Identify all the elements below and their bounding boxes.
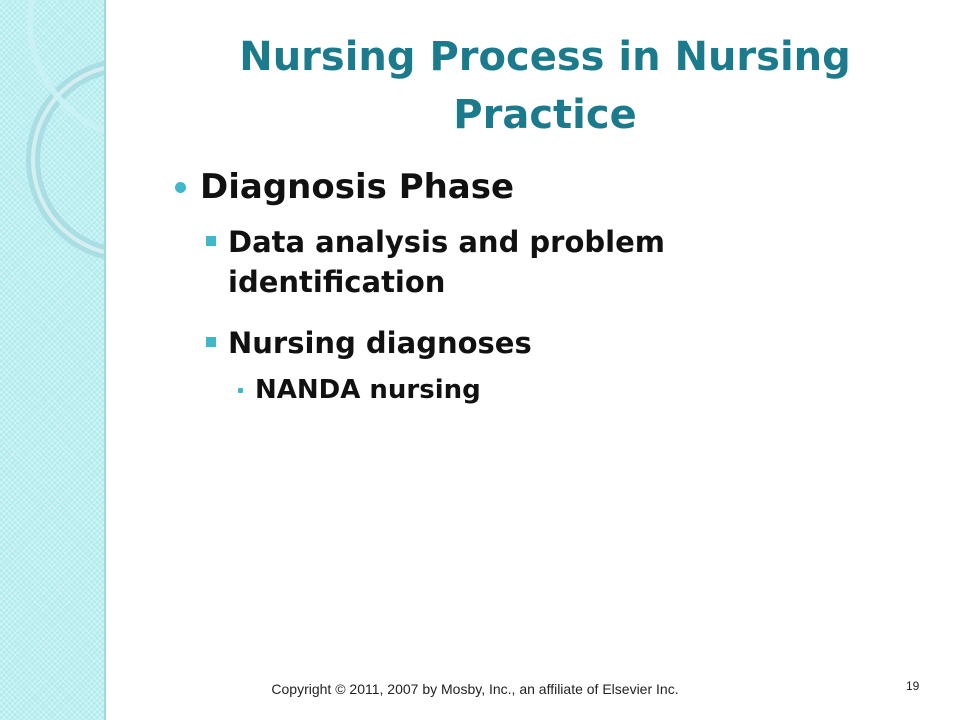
copyright-footer: Copyright © 2011, 2007 by Mosby, Inc., an affiliate of Elsevier Inc. bbox=[271, 681, 679, 697]
page-number: 19 bbox=[906, 679, 920, 693]
bullet-square-icon bbox=[206, 236, 216, 246]
bullet-data-analysis: Data analysis and problem identification bbox=[228, 225, 665, 299]
bullet-nursing-diagnoses: Nursing diagnoses bbox=[228, 326, 532, 360]
bullet-dot-icon bbox=[175, 182, 186, 193]
slide-title: Nursing Process in Nursing Practice bbox=[239, 34, 851, 138]
bullet-small-square-icon bbox=[238, 388, 243, 393]
bullet-nanda-nursing: NANDA nursing bbox=[255, 375, 481, 405]
bullet-diagnosis-phase: Diagnosis Phase bbox=[200, 167, 515, 207]
decorative-rings bbox=[0, 0, 104, 260]
bullet-square-icon bbox=[206, 337, 216, 347]
